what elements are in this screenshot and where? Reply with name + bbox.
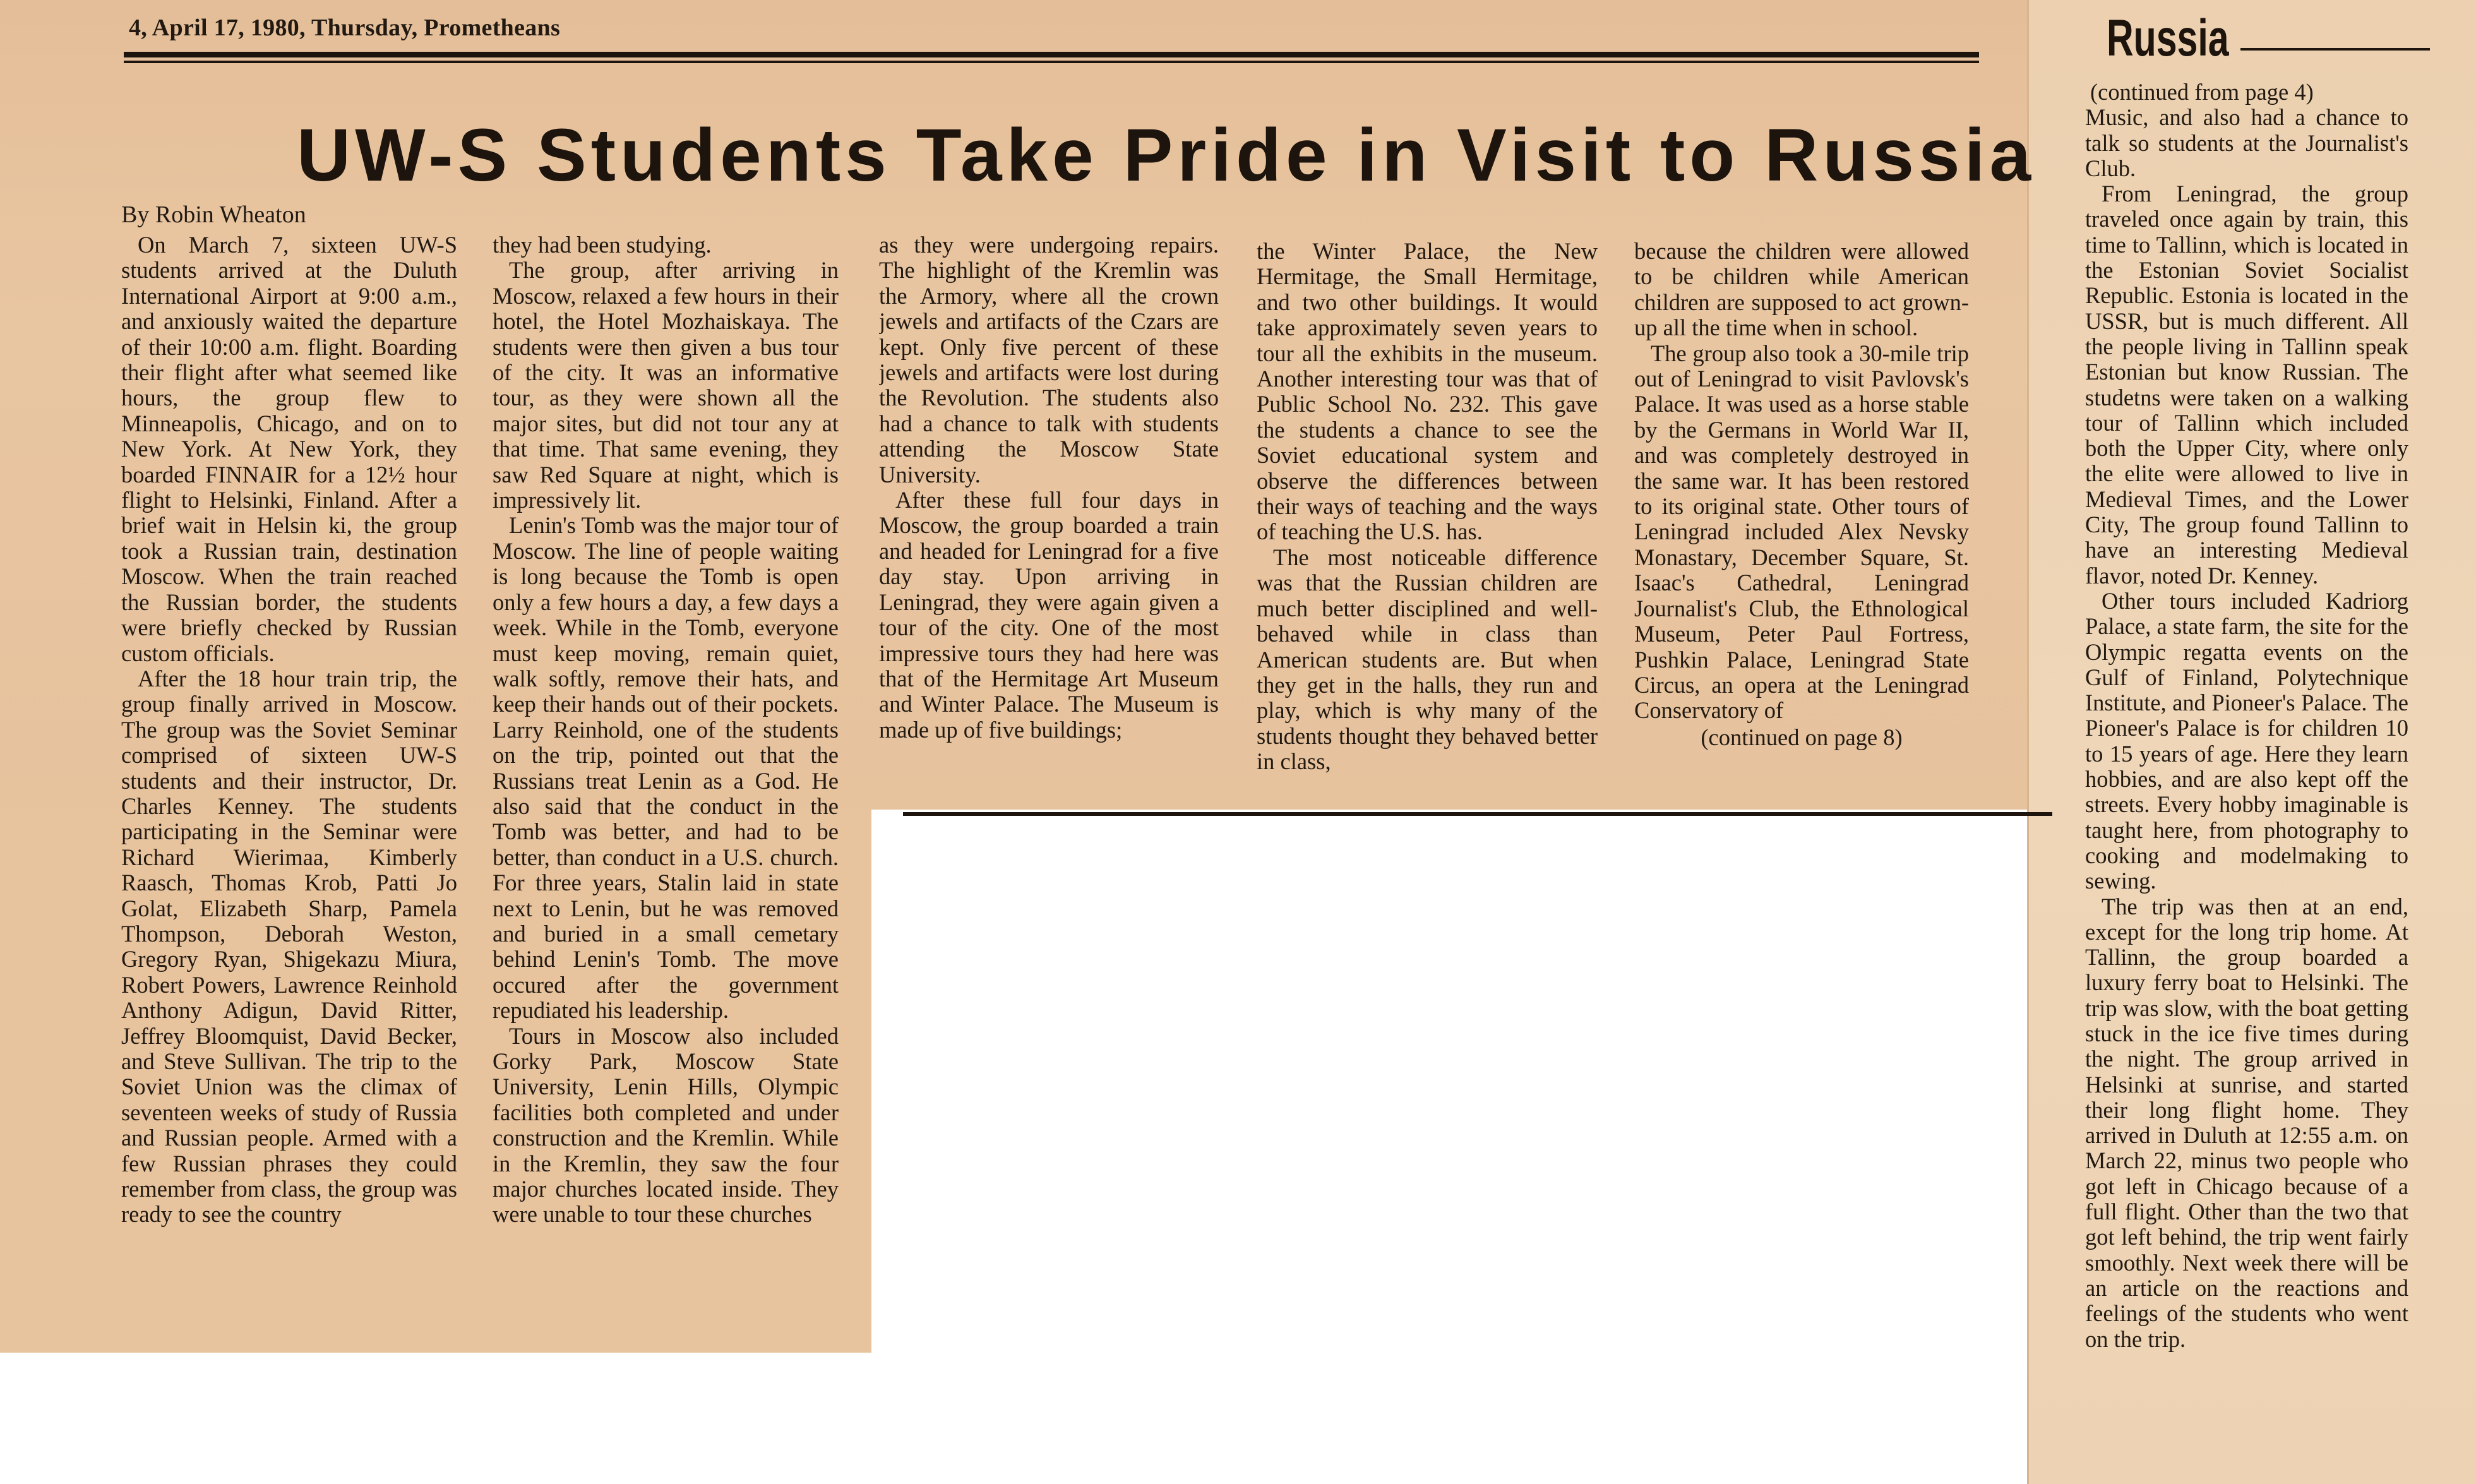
article-column-5 [1634, 239, 1969, 807]
article-headline: UW-S Students Take Pride in Visit to Russia [297, 114, 2036, 197]
header-rule-thin [124, 61, 1979, 63]
paragraph: Music, and also had a chance to talk so students at the Journalist's Club. [2085, 104, 2408, 181]
page-folio: 4, April 17, 1980, Thursday, Prometheans [129, 15, 561, 41]
paragraph: Tours in Moscow also included Gorky Park, Moscow State University, Lenin Hills, Olympic facilities both completed and under construction and the Kremlin. While in the Kremlin, they saw the four major churches located inside. They were unable to tour these churches [493, 1022, 839, 1228]
paragraph: as they were undergoing repairs. The highlight of the Kremlin was the Armory, where all the crown jewels and artifacts of the Czars are kept. Only five percent of these jewels and artifacts were lost during the Revolution. The students also had a chance to talk with students attending the Moscow State University. [879, 232, 1219, 488]
continued-note: (continued on page 8) [1701, 724, 1903, 750]
article-column-1 [121, 232, 457, 1350]
continued-from-note: (continued from page 4) [2090, 80, 2314, 105]
continuation-heading-rule [2240, 48, 2430, 51]
cut-rule [903, 812, 2052, 816]
paragraph: Other tours included Kadriorg Palace, a state farm, the site for the Olympic regatta events on the Gulf of Finland, Polytechnique Institute, and Pioneer's Palace. The Pioneer's Palace is for children 10 to 15 years of age. Here they learn hobbies, and are also kept off the streets. Every hobby imaginable is taught here, from photography to cooking and modelmaking to sewing. [2085, 587, 2408, 894]
header-rule [124, 52, 1979, 57]
paragraph: The most noticeable difference was that the Russian children are much better disciplined and well-behaved while in class than American students are. But when they get in the halls, they run and play, which is why many of the students thought they behaved better in class, [1257, 544, 1598, 775]
article-column-4 [1257, 239, 1598, 807]
paragraph: From Leningrad, the group traveled once again by train, this time to Tallinn, which is located in the Estonian Soviet Socialist Republic. Estonia is located in the USSR, but is much different. All the people living in Tallinn speak Estonian but know Russian. The studetns were taken on a walking tour of Tallinn which included both the Upper City, where only the elite were allowed to live in Medieval Times, and the Lower City, The group found Tallinn to have an interesting Medieval flavor, noted Dr. Kenney. [2085, 181, 2408, 589]
article-column-3 [879, 232, 1219, 804]
paragraph: The group also took a 30-mile trip out of Leningrad to visit Pavlovsk's Palace. It was used as a horse stable by the Germans in World War II, and was completely destroyed in the same war. It has been restored to its original state. Other tours of Leningrad included Alex Nevsky Monastary, December Square, St. Isaac's Cathedral, Leningrad Journalist's Club, the Ethnological Museum, Peter Paul Fortress, Pushkin Palace, Leningrad State Circus, an opera at the Leningrad Conservatory of [1634, 340, 1969, 724]
paragraph: The group, after arriving in Moscow, relaxed a few hours in their hotel, the Hotel Mozhaiskaya. The students were then given a bus tour of the city. It was an informative tour, as they were shown all the major sites, but did not tour any at that time. That same evening, they saw Red Square at night, which is impressively lit. [493, 257, 839, 513]
paragraph: After the 18 hour train trip, the group finally arrived in Moscow. The group was the Soviet Seminar comprised of sixteen UW-S students and their instructor, Dr. Charles Kenney. The students participating in the Seminar were Richard Wierimaa, Kimberly Raasch, Thomas Krob, Patti Jo Golat, Elizabeth Sharp, Pamela Thompson, Deborah Weston, Gregory Ryan, Shigekazu Miura, Robert Powers, Lawrence Reinhold Anthony Adigun, David Ritter, Jeffrey Bloomquist, David Becker, and Steve Sullivan. The trip to the Soviet Union was the climax of seventeen weeks of study of Russia and Russian people. Armed with a few Russian phrases they could remember from class, the group was ready to see the country [121, 665, 457, 1228]
paragraph: On March 7, sixteen UW-S students arrived at the Duluth International Airport at 9:00 a.m., and anxiously waited the departure of their 10:00 a.m. flight. Boarding their flight after what seemed like hours, the group flew to Minneapolis, Chicago, and on to New York. At New York, they boarded FINNAIR for a 12½ hour flight to Helsinki, Finland. After a brief wait in Helsin ki, the group took a Russian train, destination Moscow. When the train reached the Russian border, the students were briefly checked by Russian custom officials. [121, 232, 457, 666]
article-byline: By Robin Wheaton [121, 201, 306, 228]
paragraph: the Winter Palace, the New Hermitage, the Small Hermitage, and two other buildings. It would take approximately seven years to tour all the exhibits in the museum. Another interesting tour was that of Public School No. 232. This gave the students a chance to see the Soviet educational system and observe the differences between their ways of teaching and the ways of teaching the U.S. has. [1257, 239, 1598, 545]
continuation-column [2085, 80, 2408, 1456]
continuation-heading: Russia [2107, 9, 2229, 67]
paragraph: Lenin's Tomb was the major tour of Moscow. The line of people waiting is long because the Tomb is open only a few hours a day, a few days a week. While in the Tomb, everyone must keep moving, remain quiet, walk softly, remove their hats, and keep their hands out of their pockets. Larry Reinhold, one of the students on the trip, pointed out that the Russians treat Lenin as a God. He also said that the conduct in the Tomb was better, and had to be better, than conduct in a U.S. church. For three years, Stalin laid in state next to Lenin, but he was removed and buried in a small cemetary behind Lenin's Tomb. The move occured after the government repudiated his leadership. [493, 512, 839, 1024]
article-column-2 [493, 232, 839, 1344]
paragraph: After these full four days in Moscow, the group boarded a train and headed for Leningrad for a five day stay. Upon arriving in Leningrad, they were again given a tour of the city. One of the most impressive tours they had here was that of the Hermitage Art Museum and Winter Palace. The Museum is made up of five buildings; [879, 487, 1219, 743]
paragraph: The trip was then at an end, except for the long trip home. At Tallinn, the group boarded a luxury ferry boat to Helsinki. The trip was slow, with the boat getting stuck in the ice five times during the night. The group arrived in Helsinki at sunrise, and started their long flight home. They arrived in Duluth at 12:55 a.m. on March 22, minus two people who got left in Chicago because of a full flight. Other than the two that got left behind, the trip went fairly smoothly. Next week there will be an article on the reactions and feelings of the students who went on the trip. [2085, 893, 2408, 1352]
paragraph: they had been studying. [493, 232, 712, 258]
paragraph: because the children were allowed to be children while American children are supposed to act grown-up all the time when in school. [1634, 239, 1969, 341]
